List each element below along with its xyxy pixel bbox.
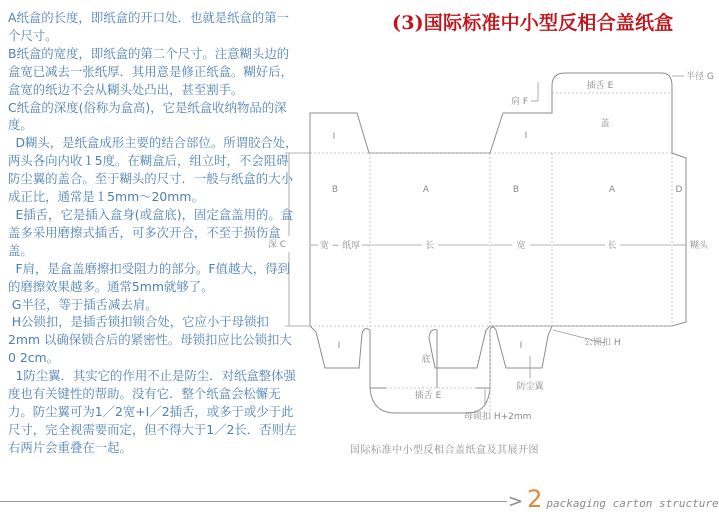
desc-c: C纸盒的深度(俗称为盒高)，它是纸盒收纳物品的深度。 [8, 99, 287, 133]
desc-d: D糊头，是纸盒成形主要的结合部位。所谓胶合处，两头各向内收１5度。在糊盒后，组立时，不会阻碍防尘翼的盖合。至于糊头的尺寸．一般与纸盒的大小成正比，通常是１5mm～20mm。 [8, 135, 298, 205]
label-panel-d: D [675, 185, 683, 195]
label-shoulder-f: 肩 F [511, 97, 529, 107]
desc-f: F肩，是盒盖磨擦扣受阻力的部分。F值越大，得到的磨擦效果越多。通常5mm就够了。 [8, 260, 290, 294]
footer [508, 485, 719, 511]
desc-a: A纸盒的长度，即纸盒的开口处．也就是纸盒的第一个尺寸。 [8, 10, 290, 43]
cut-outline [310, 73, 686, 388]
label-radius-g: 半径 G [686, 72, 714, 82]
label-flap-right-bottom: I [519, 341, 523, 351]
label-flap-left-top: I [332, 132, 336, 142]
desc-b: B纸盒的宽度，即纸盒的第二个尺寸。注意糊头边的盒宽已减去一张纸厚．其用意是修正纸盒。糊好后，盒宽的纸边不会从糊头处凸出，甚至割手。 [8, 45, 293, 97]
label-flap-left-bottom: I [337, 341, 341, 351]
desc-g: G半径，等于插舌减去肩。 [11, 296, 158, 312]
label-length-1: 长 [425, 241, 435, 251]
label-female-lock: 母锁扣 H+2mm [464, 412, 532, 422]
label-glue: 糊头 [690, 241, 709, 251]
label-tuck-top: 插舌 E [586, 81, 614, 91]
label-tuck-bottom: 插舌 E [414, 391, 442, 401]
label-depth-c: 深 C [267, 240, 287, 250]
diagram-caption: 国际标准中小型反相合盖纸盒及其展开图 [350, 445, 539, 456]
label-male-lock: 公锁扣 H [584, 338, 621, 348]
label-flap-mid-top: I [524, 131, 528, 141]
footer-divider [0, 501, 507, 502]
label-panel-b2: B [512, 185, 520, 195]
label-panel-a1: A [422, 185, 430, 195]
section-subtitle: packaging carton structure [546, 497, 719, 510]
label-bottom: 底 [421, 355, 431, 365]
label-width-minus: 宽 − 纸厚 [319, 241, 361, 251]
desc-h: H公锁扣，是插舌锁扣锁合处，它应小于母锁扣2mm 以确保锁合后的紧密性。母锁扣应比公锁扣大0 2cm。 [8, 314, 292, 366]
label-panel-b1: B [331, 185, 339, 195]
label-length-2: 长 [607, 241, 617, 251]
desc-e: E插舌，它是插入盒身(或盒底)，固定盒盖用的。盒盖多采用磨擦式插舌，可多次开合，不至于损伤盒盖。 [8, 206, 294, 258]
page-section-number: 2 [527, 485, 543, 513]
desc-i: 1防尘翼．其实它的作用不止是防尘．对纸盒整体强度也有关键性的帮助。没有它．整个纸盒会松懈无力。防尘翼可为1／2宽+I／2插舌，或多于或少于此尺寸，完全视需要而定，但不得大于1／2长．否则左右两片会重叠在一起。 [8, 368, 297, 455]
page-title: (3)国际标准中小型反相合盖纸盒 [392, 12, 674, 34]
chevron-right-icon: > [508, 491, 524, 512]
label-width: 宽 [516, 241, 526, 251]
label-lid: 盖 [600, 119, 610, 129]
label-dust-flap: 防尘翼 [516, 382, 544, 392]
label-panel-a2: A [608, 185, 616, 195]
